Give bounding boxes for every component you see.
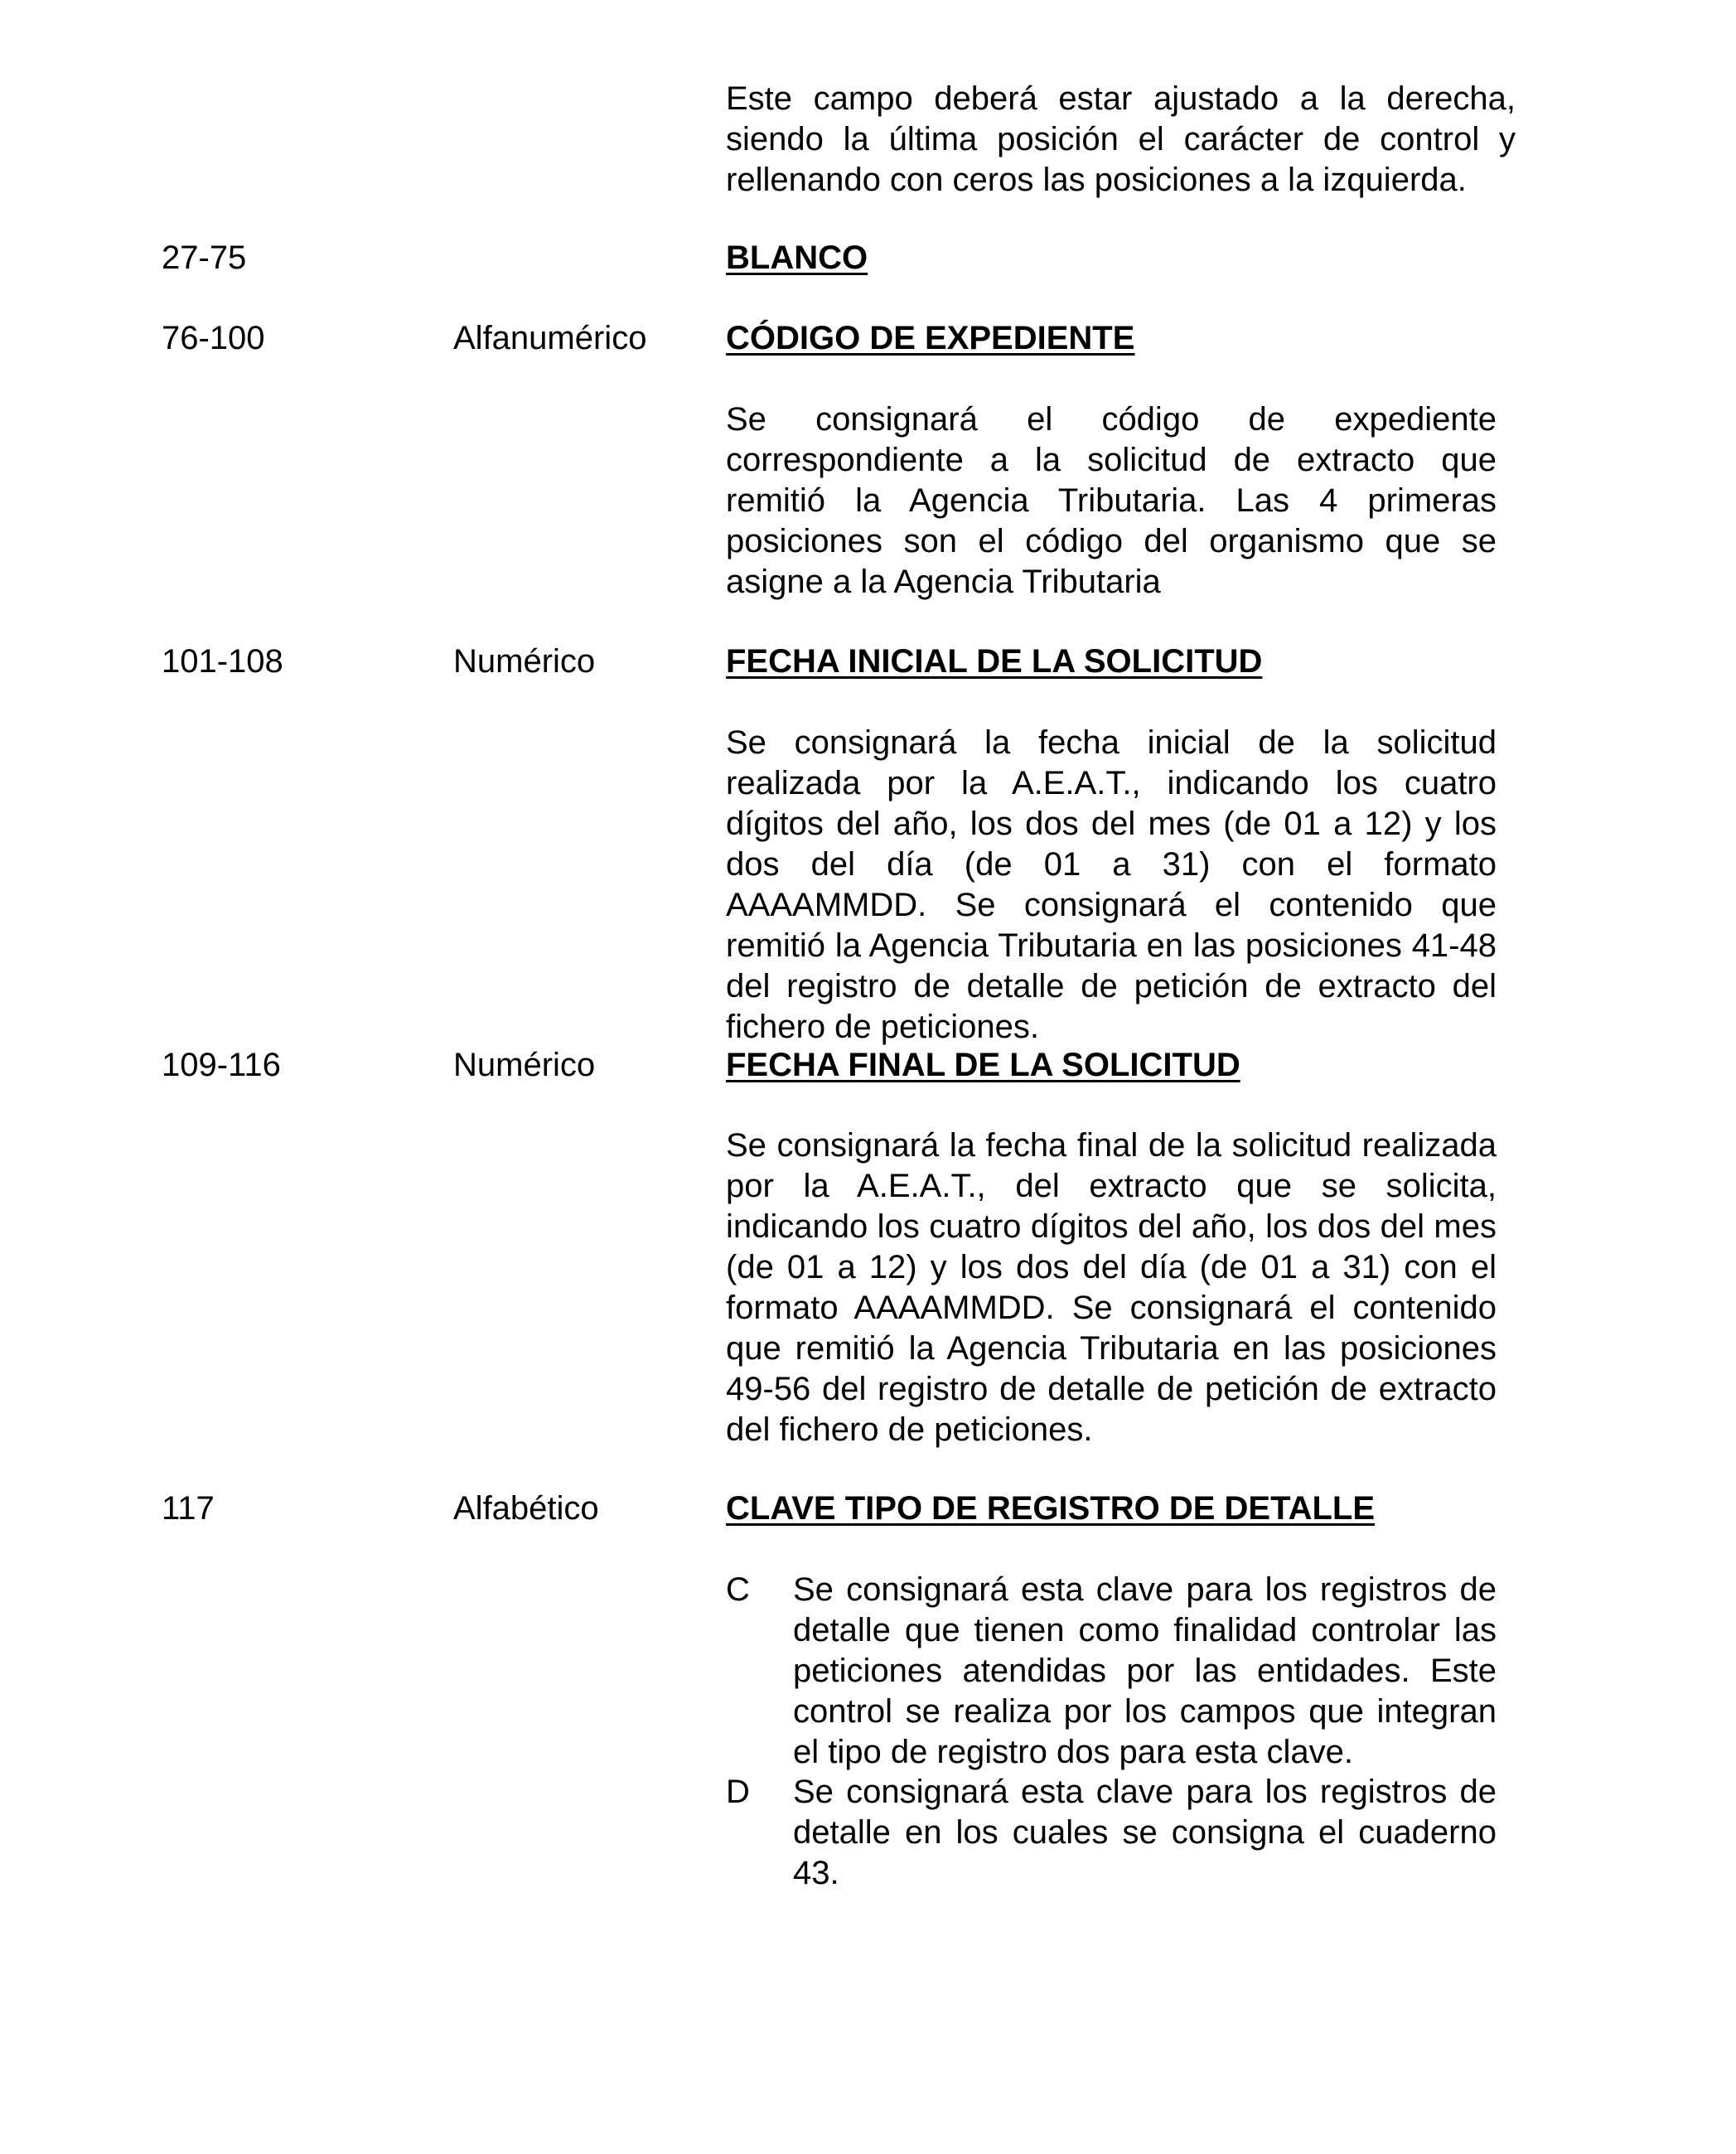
field-type: Alfabético — [453, 1490, 599, 1527]
field-type: Alfanumérico — [453, 320, 647, 356]
key-description: Se consignará esta clave para los registros de detalle en los cuales se consigna el cuaderno 43. — [793, 1774, 1497, 1891]
field-type: Numérico — [453, 643, 596, 680]
field-title: CÓDIGO DE EXPEDIENTE — [726, 320, 1135, 356]
field-title: FECHA INICIAL DE LA SOLICITUD — [726, 643, 1263, 680]
field-position: 101-108 — [162, 643, 283, 680]
field-description: Se consignará la fecha final de la solicitud realizada por la A.E.A.T., del extracto que se solicita, indicando los cuatro dígitos del año, los dos del mes (de 01 a 12) y los dos del día (de 01 a 31) con el formato AAAAMMDD. Se consignará el contenido que remitió la Agencia Tributaria en las posiciones 49-56 del registro de detalle de petición de extracto del fichero de peticiones. — [726, 1127, 1497, 1448]
field-description: Se consignará el código de expediente correspondiente a la solicitud de extracto que remitió la Agencia Tributaria. Las 4 primeras posiciones son el código del organismo que se asigne a la Agencia Tributaria — [726, 401, 1497, 600]
key-code: D — [726, 1774, 750, 1810]
intro-paragraph: Este campo deberá estar ajustado a la derecha, siendo la última posición el carácter de control y rellenando con ceros las posiciones a la izquierda. — [726, 80, 1516, 198]
field-position: 76-100 — [162, 320, 265, 356]
field-position: 117 — [162, 1490, 215, 1527]
key-code: C — [726, 1571, 750, 1608]
key-description: Se consignará esta clave para los registros de detalle que tienen como finalidad controlar las peticiones atendidas por las entidades. Este control se realiza por los campos que integran el tipo de registro dos para esta clave. — [793, 1571, 1497, 1770]
field-position: 109-116 — [162, 1047, 281, 1083]
field-type: Numérico — [453, 1047, 596, 1083]
field-title: CLAVE TIPO DE REGISTRO DE DETALLE — [726, 1490, 1376, 1527]
field-title: BLANCO — [726, 240, 868, 276]
field-position: 27-75 — [162, 240, 247, 276]
field-title: FECHA FINAL DE LA SOLICITUD — [726, 1047, 1240, 1083]
field-description: Se consignará la fecha inicial de la solicitud realizada por la A.E.A.T., indicando los cuatro dígitos del año, los dos del mes (de 01 a 12) y los dos del día (de 01 a 31) con el formato AAAAMMDD. Se consignará el contenido que remitió la Agencia Tributaria en las posiciones 41-48 del registro de detalle de petición de extracto del fichero de peticiones. — [726, 724, 1497, 1045]
